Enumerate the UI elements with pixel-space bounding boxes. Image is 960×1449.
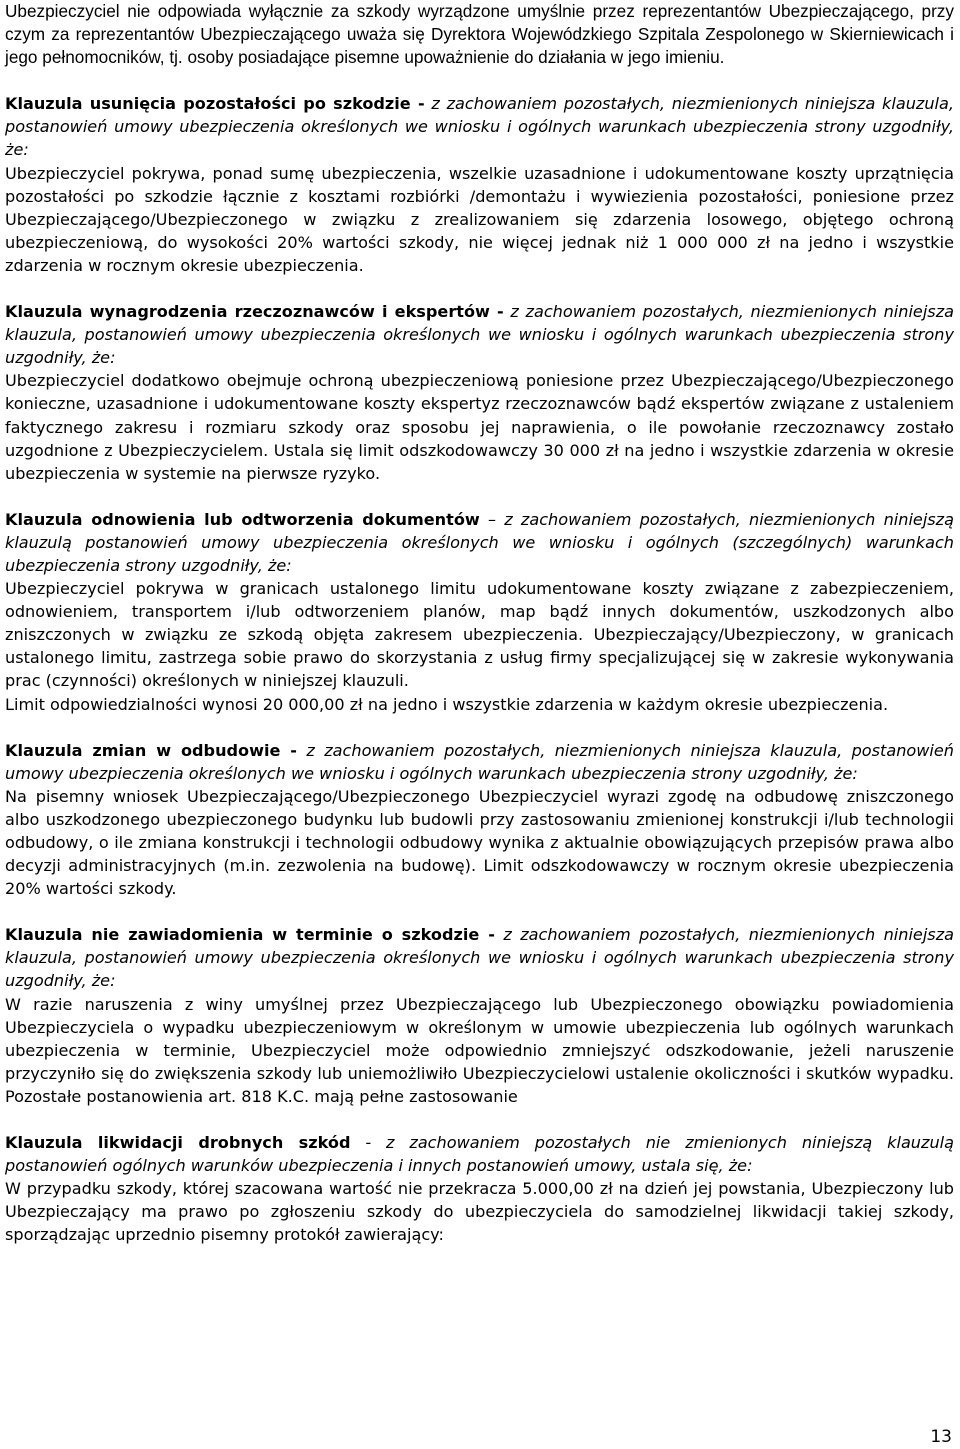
clause-condition: z zachowaniem pozostałych, niezmienionych niniejsza klauzula, postanowień umowy ubezpieczenia określonych we wniosku i ogólnych warunkach ubezpieczenia strony uzgodniły, że:	[5, 740, 954, 783]
clause-heading	[5, 300, 954, 369]
clause-condition: z zachowaniem pozostałych, niezmienionych niniejsza klauzula, postanowień umowy ubezpieczenia określonych we wniosku i ogólnych warunkach ubezpieczenia strony uzgodniły, że:	[5, 94, 954, 160]
clause-heading	[5, 508, 954, 577]
clause-section	[5, 508, 954, 716]
clause-body: Ubezpieczyciel dodatkowo obejmuje ochroną ubezpieczeniową poniesione przez Ubezpieczającego/Ubezpieczonego konieczne, uzasadnione i udokumentowane koszty ekspertyz rzeczoznawców bądź ekspertów związane z ustaleniem faktycznego zakresu i rozmiaru szkody oraz sposobu jej naprawienia, o ile powołanie rzeczoznawcy zostało uzgodnione z Ubezpieczycielem. Ustala się limit odszkodowawczy 30 000 zł na jedno i wszystkie zdarzenia w okresie ubezpieczenia w systemie na pierwsze ryzyko.	[5, 371, 954, 483]
clause-section	[5, 923, 954, 1108]
clause-heading	[5, 923, 954, 992]
clause-title: Klauzula odnowienia lub odtworzenia dokumentów	[5, 509, 480, 529]
clause-heading	[5, 1131, 954, 1177]
clause-condition: – z zachowaniem pozostałych, niezmienionych niniejszą klauzulą postanowień umowy ubezpieczenia określonych we wniosku i ogólnych (szczególnych) warunkach ubezpieczenia strony uzgodniły, że:	[5, 509, 954, 575]
clause-body: W przypadku szkody, której szacowana wartość nie przekracza 5.000,00 zł na dzień jej powstania, Ubezpieczony lub Ubezpieczający ma prawo po zgłoszeniu szkody do ubezpieczyciela do samodzielnej likwidacji takiej szkody, sporządzając uprzednio pisemny protokół zawierający:	[5, 1179, 954, 1245]
clause-section	[5, 1131, 954, 1246]
clause-heading	[5, 92, 954, 161]
clause-section	[5, 739, 954, 901]
clause-condition: z zachowaniem pozostałych, niezmienionych niniejsza klauzula, postanowień umowy ubezpieczenia określonych we wniosku i ogólnych warunkach ubezpieczenia strony uzgodniły, że:	[5, 302, 954, 368]
page-number: 13	[930, 1427, 952, 1447]
clause-heading	[5, 739, 954, 785]
clause-section	[5, 300, 954, 485]
clause-title: Klauzula nie zawiadomienia w terminie o szkodzie -	[5, 925, 495, 945]
clause-title: Klauzula usunięcia pozostałości po szkodzie -	[5, 94, 425, 114]
intro-paragraph: Ubezpieczyciel nie odpowiada wyłącznie za szkody wyrządzone umyślnie przez reprezentantów Ubezpieczającego, przy czym za reprezentantów Ubezpieczającego uważa się Dyrektora Wojewódzkiego Szpitala Zespolonego w Skierniewicach i jego pełnomocników, tj. osoby posiadające pisemne upoważnienie do działania w jego imieniu.	[5, 1, 954, 68]
clause-condition: - z zachowaniem pozostałych nie zmienionych niniejszą klauzulą postanowień ogólnych warunków ubezpieczenia i innych postanowień umowy, ustala się, że:	[5, 1133, 954, 1176]
clause-body: Ubezpieczyciel pokrywa, ponad sumę ubezpieczenia, wszelkie uzasadnione i udokumentowane koszty uprzątnięcia pozostałości po szkodzie łącznie z kosztami rozbiórki /demontażu i wywiezienia pozostałości, poniesione przez Ubezpieczającego/Ubezpieczonego w związku z zrealizowaniem się zdarzenia losowego, objętego ochroną ubezpieczeniową, do wysokości 20% wartości szkody, nie więcej jednak niż 1 000 000 zł na jedno i wszystkie zdarzenia w rocznym okresie ubezpieczenia.	[5, 163, 954, 275]
clause-body: Ubezpieczyciel pokrywa w granicach ustalonego limitu udokumentowane koszty związane z zabezpieczeniem, odnowieniem, transportem i/lub odtworzeniem planów, map bądź innych dokumentów, uszkodzonych albo zniszczonych w związku ze szkodą objęta zakresem ubezpieczenia. Ubezpieczający/Ubezpieczony, w granicach ustalonego limitu, zastrzega sobie prawo do skorzystania z usług firmy specjalizującej się w zakresie wykonywania prac (czynności) określonych w niniejszej klauzuli.	[5, 579, 954, 691]
clause-condition: z zachowaniem pozostałych, niezmienionych niniejsza klauzula, postanowień umowy ubezpieczenia określonych we wniosku i ogólnych warunkach ubezpieczenia strony uzgodniły, że:	[5, 925, 955, 991]
clause-title: Klauzula zmian w odbudowie -	[5, 740, 297, 760]
document-page	[5, 0, 954, 1247]
clause-body: Na pisemny wniosek Ubezpieczającego/Ubezpieczonego Ubezpieczyciel wyrazi zgodę na odbudowę zniszczonego albo uszkodzonego ubezpieczonego budynku lub budowli przy zastosowaniu zmienionej konstrukcji i/lub technologii odbudowy, o ile zmiana konstrukcji i technologii odbudowy wynika z aktualnie obowiązujących przepisów prawa albo decyzji administracyjnych (m.in. zezwolenia na budowę). Limit odszkodowawczy w rocznym okresie ubezpieczenia 20% wartości szkody.	[5, 786, 954, 899]
clause-body: W razie naruszenia z winy umyślnej przez Ubezpieczającego lub Ubezpieczonego obowiązku powiadomienia Ubezpieczyciela o wypadku ubezpieczeniowym w określonym w umowie ubezpieczenia lub ogólnych warunkach ubezpieczenia w terminie, Ubezpieczyciel może odpowiednio zmniejszyć odszkodowanie, jeżeli naruszenie przyczyniło się do zwiększenia szkody lub uniemożliwiło Ubezpieczycielowi ustalenie okoliczności i skutków wypadku. Pozostałe postanowienia art. 818 K.C. mają pełne zastosowanie	[5, 994, 954, 1106]
clause-title: Klauzula likwidacji drobnych szkód	[5, 1133, 351, 1153]
clause-limit: Limit odpowiedzialności wynosi 20 000,00 zł na jedno i wszystkie zdarzenia w każdym okresie ubezpieczenia.	[5, 694, 889, 714]
clause-title: Klauzula wynagrodzenia rzeczoznawców i ekspertów -	[5, 302, 504, 322]
clause-section	[5, 92, 954, 277]
